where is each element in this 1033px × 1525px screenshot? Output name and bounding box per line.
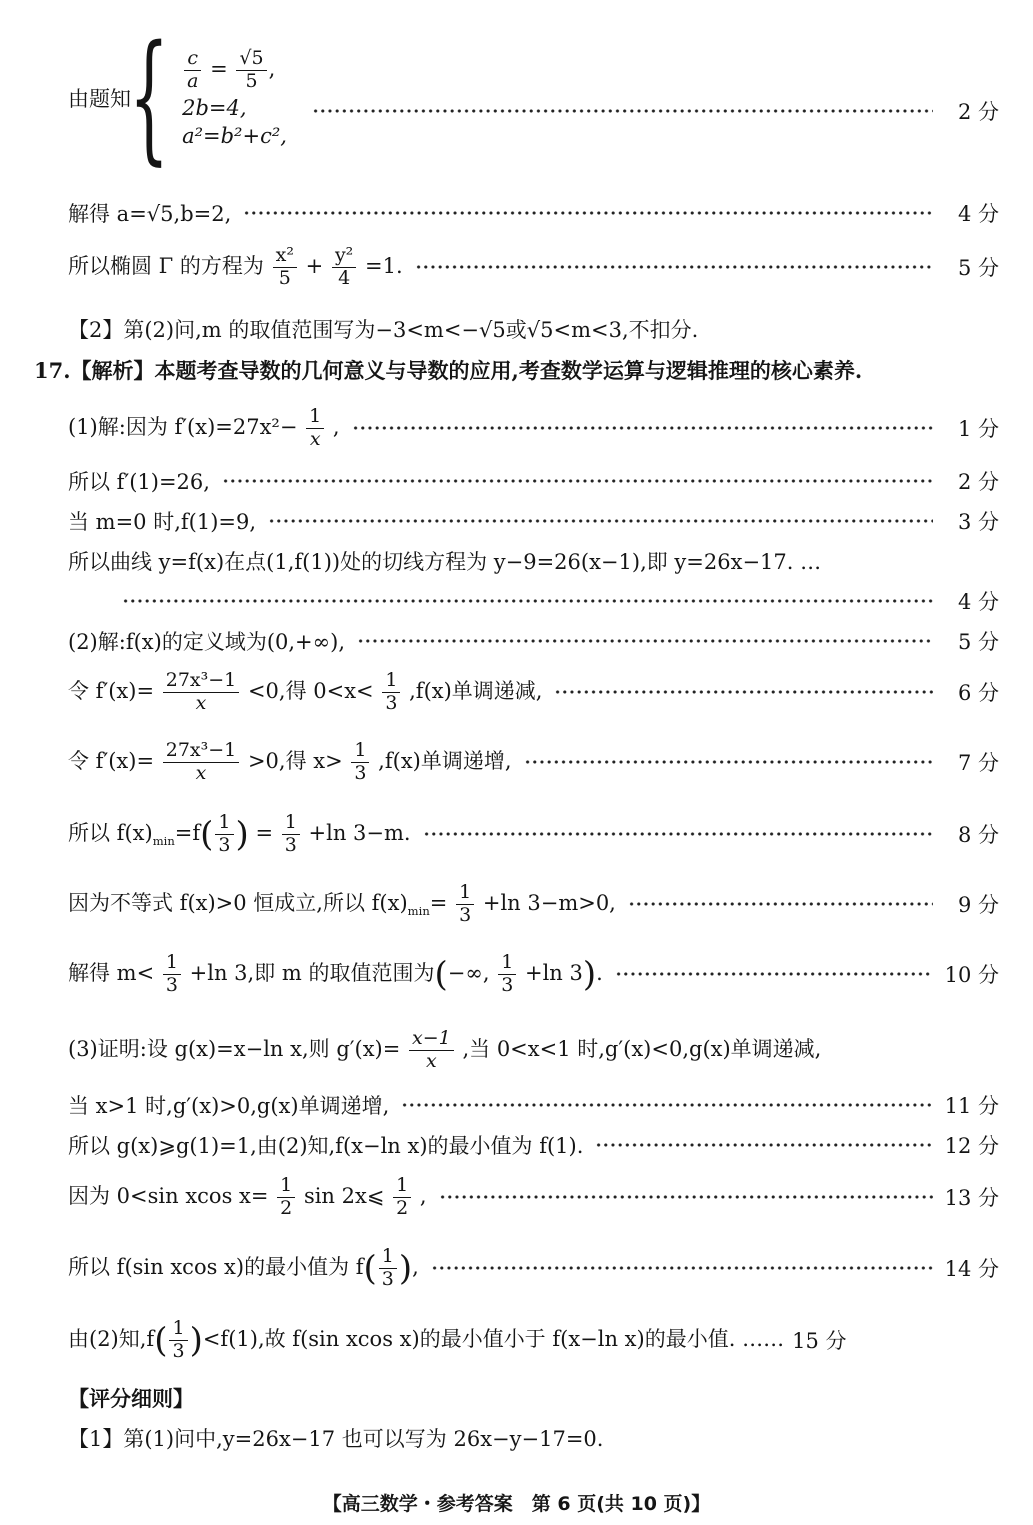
- line-20: 因为 0<sin xcos x= $\frac{1}{2}$ sin 2x⩽ $\frac{1}{2}$ , 13 分: [68, 1174, 999, 1219]
- equation-system: [68, 16, 287, 179]
- system-row-3: a²=b²+c²,: [182, 124, 287, 149]
- line-8: 当 m=0 时,f(1)=9, 3 分: [68, 510, 999, 534]
- line-13: 令 f′(x)= $\frac{\text{27x³−1}}{x}$ >0,得 x> $\frac{1}{3}$ ,f(x)单调递增, 7 分: [68, 739, 999, 784]
- system-row-1: $\frac{c}{a}$ = $\frac{√5}{5}$ ,: [182, 48, 287, 93]
- section-17-heading: 17.【解析】本题考查导数的几何意义与导数的应用,考查数学运算与逻辑推理的核心素养.: [34, 358, 863, 383]
- system-rows: [182, 48, 287, 149]
- scoring-rules-heading: 【评分细则】: [68, 1386, 194, 1411]
- line-24: 【1】第(1)问中,y=26x−17 也可以写为 26x−y−17=0.: [68, 1427, 604, 1451]
- line-15: 因为不等式 f(x)>0 恒成立,所以 $f(x)_{min}=$ $\frac{1}{3}$ +ln 3−m>0, 9 分: [68, 881, 999, 926]
- line-16: 解得 m< $\frac{1}{3}$ +ln 3,即 m 的取值范围为(−∞, $\frac{1}{3}$ +ln 3). 10 分: [68, 951, 999, 996]
- score: 2 分: [957, 100, 999, 124]
- line-19: 所以 g(x)⩾g(1)=1,由(2)知,f(x−ln x)的最小值为 f(1). 12 分: [68, 1134, 999, 1158]
- line-14: 所以 $f(x)_{min}=f$( $\frac{1}{3}$ ) = $\frac{1}{3}$ +ln 3−m. 8 分: [68, 811, 999, 856]
- line-6: (1)解:因为 f′(x)=27x²− $\frac{1}{x}$ , 1 分: [68, 405, 999, 450]
- leader-dots: [312, 109, 933, 113]
- leader-dots: [243, 211, 933, 215]
- line-1: [300, 96, 999, 126]
- line-4: 【2】第(2)问,m 的取值范围写为−3<m<−√5或√5<m<3,不扣分.: [68, 318, 699, 342]
- line-9: 所以曲线 y=f(x)在点(1,f(1))处的切线方程为 y−9=26(x−1),即 y=26x−17. …: [68, 550, 822, 574]
- page-footer: 【高三数学・参考答案 第 6 页(共 10 页)】: [322, 1493, 711, 1515]
- system-label: 由题知: [68, 87, 131, 111]
- line-21: 所以 f(sin xcos x)的最小值为 f( $\frac{1}{3}$ ), 14 分: [68, 1245, 999, 1290]
- line-12: 令 f′(x)= $\frac{\text{27x³−1}}{x}$ <0,得 0<x< $\frac{1}{3}$ ,f(x)单调递减, 6 分: [68, 669, 999, 714]
- fraction-c-a: $\frac{c}{a}$: [184, 48, 201, 93]
- line-22: 由(2)知,f( $\frac{1}{3}$ )<f(1),故 f(sin xcos x)的最小值小于 f(x−ln x)的最小值. …… 15 分: [68, 1317, 847, 1362]
- system-row-2: 2b=4,: [182, 96, 247, 121]
- line-10: 4 分: [110, 586, 999, 616]
- fraction: $\frac{\text{y²}}{4}$: [332, 245, 356, 290]
- line-3: 所以椭圆 Γ 的方程为 $\frac{\text{x²}}{5}$ + $\frac{\text{y²}}{4}$ =1. 5 分: [68, 244, 999, 289]
- line-17: (3)证明:设 g(x)=x−ln x,则 g′(x)= $\frac{x-1}{x}$ ,当 0<x<1 时,g′(x)<0,g(x)单调递减,: [68, 1027, 822, 1072]
- line-2: 解得 a=√5,b=2, 4 分: [68, 202, 999, 226]
- fraction: $\frac{\text{x²}}{5}$: [273, 245, 297, 290]
- left-brace: {: [129, 16, 170, 179]
- line-11: (2)解:f(x)的定义域为(0,+∞), 5 分: [68, 630, 999, 654]
- fraction-sqrt5-5: $\frac{√5}{5}$: [236, 48, 266, 93]
- line-7: 所以 f′(1)=26, 2 分: [68, 470, 999, 494]
- line-18: 当 x>1 时,g′(x)>0,g(x)单调递增, 11 分: [68, 1094, 999, 1118]
